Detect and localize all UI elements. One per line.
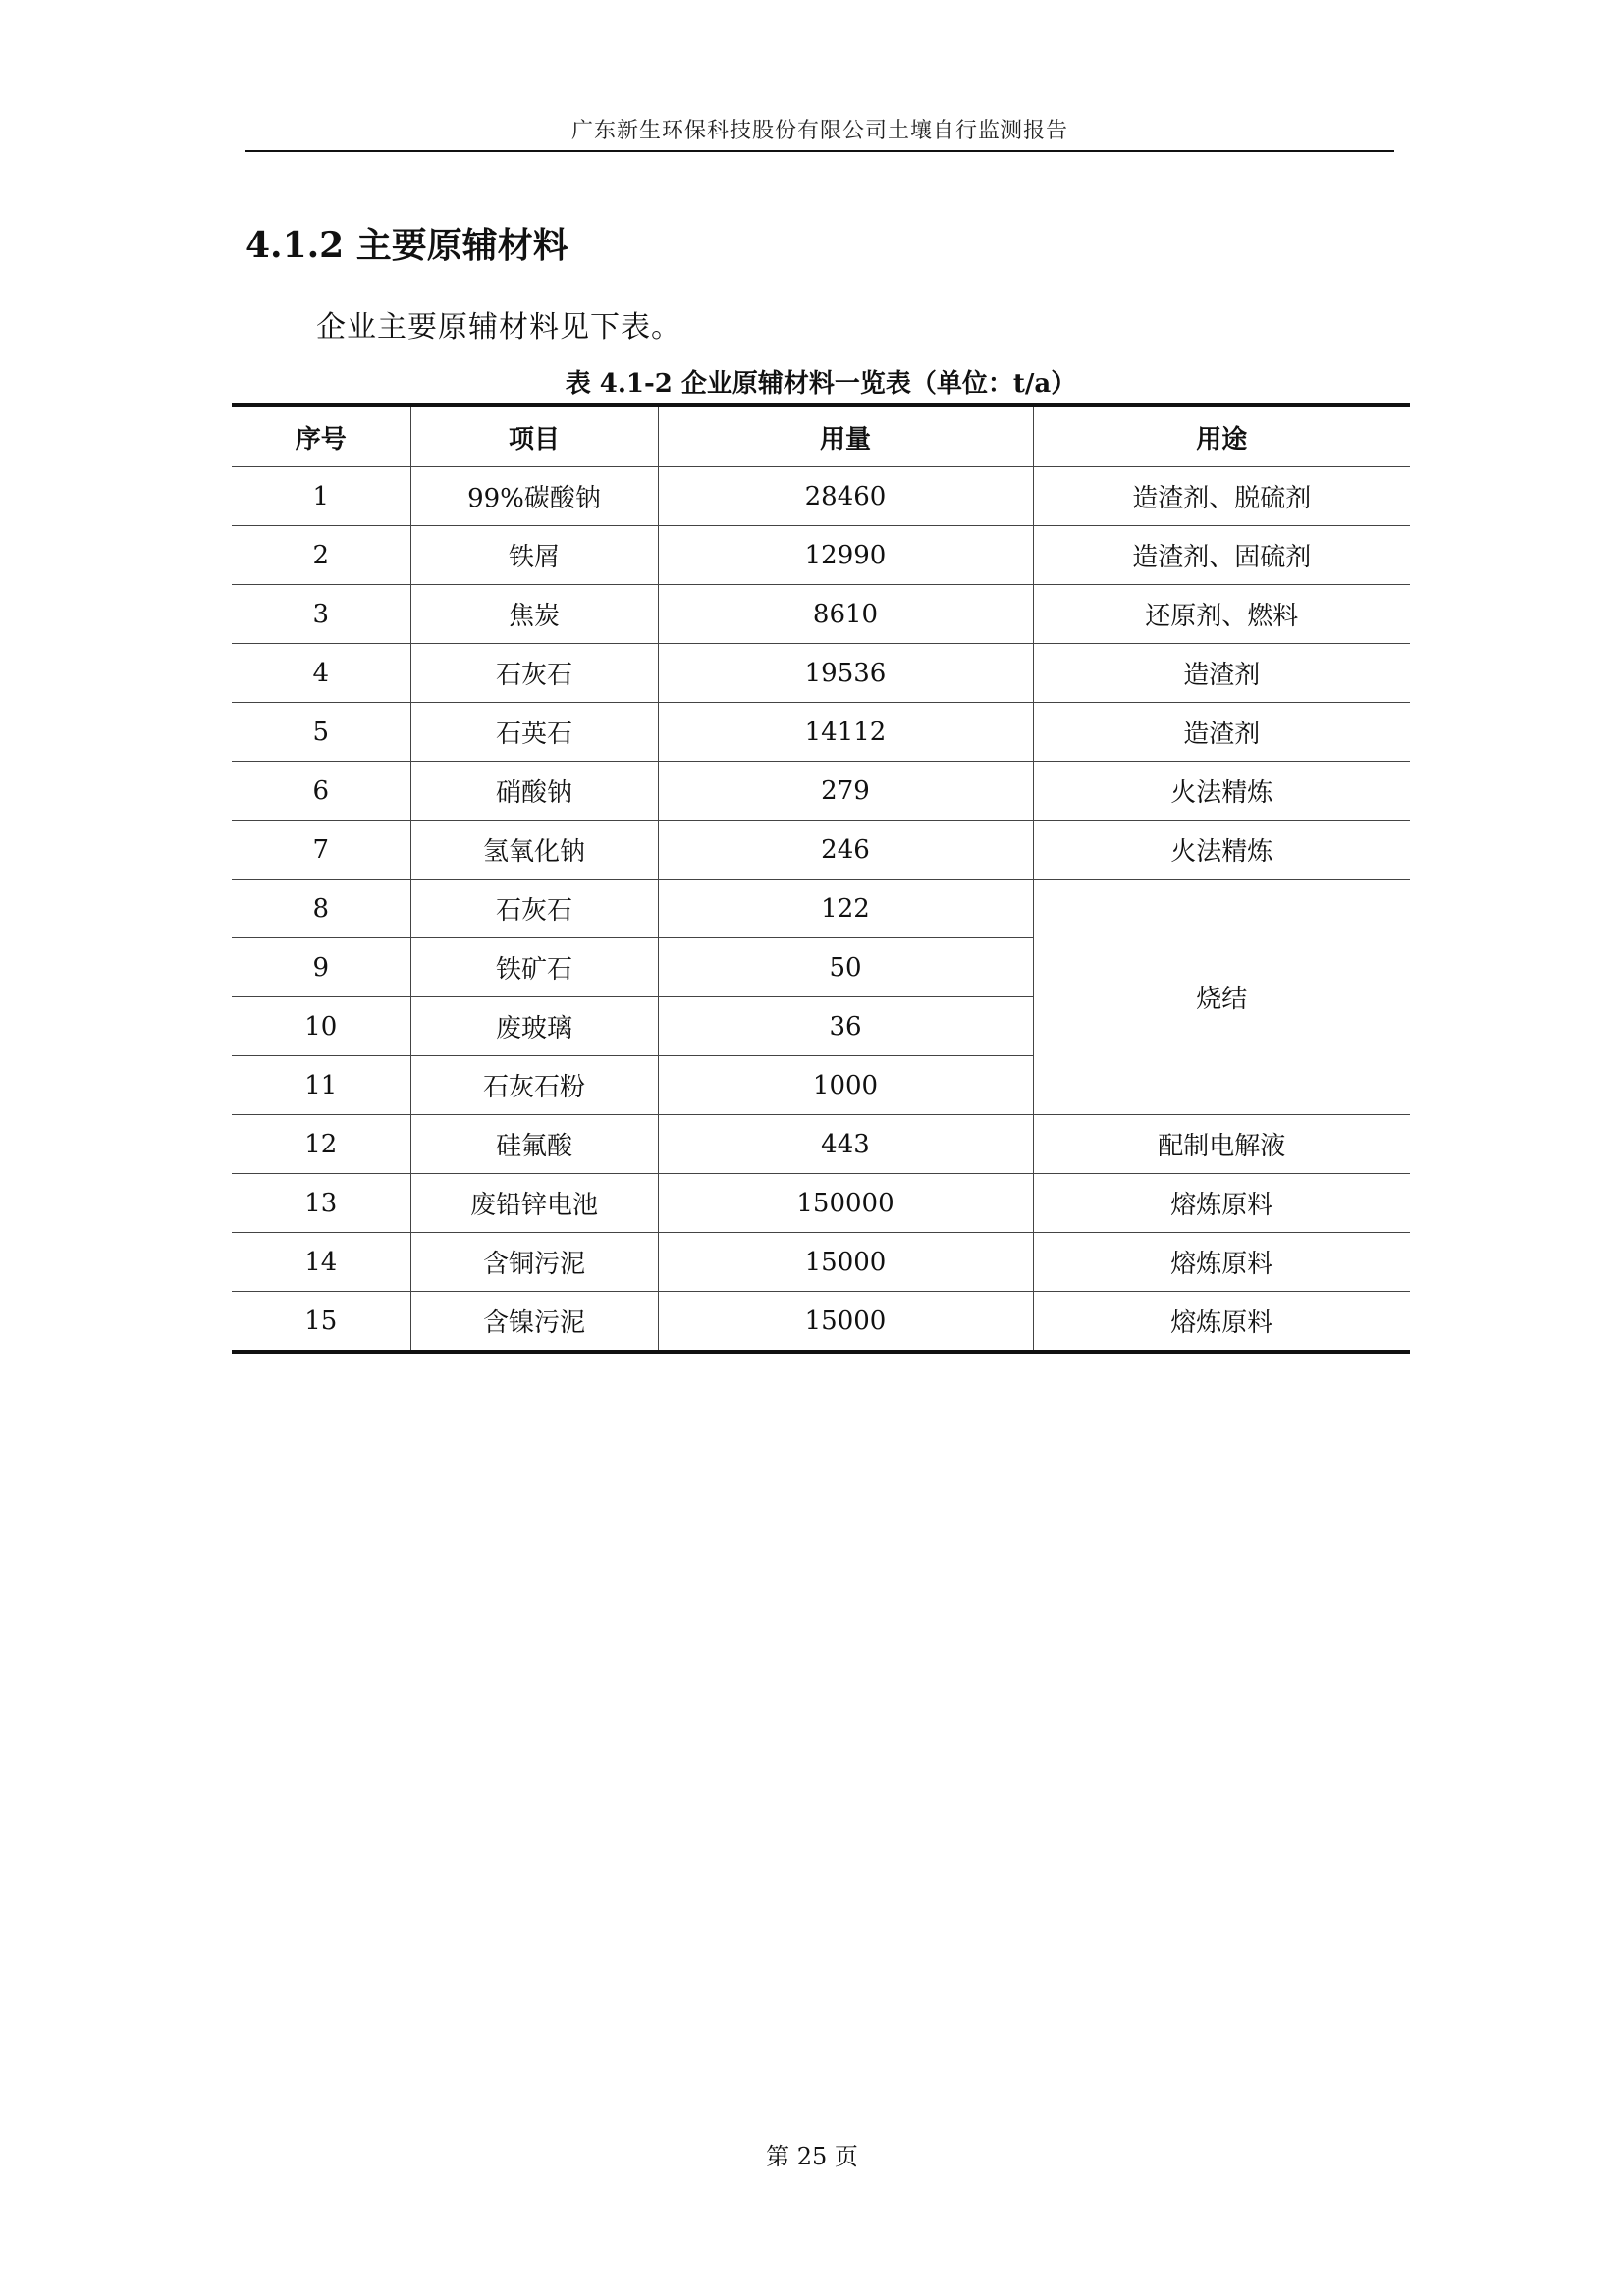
cell-no: 7 <box>232 821 410 880</box>
cell-item: 石英石 <box>410 703 658 762</box>
table-row <box>232 1292 1410 1353</box>
cell-amount: 12990 <box>658 526 1033 585</box>
page-header: 广东新生环保科技股份有限公司土壤自行监测报告 <box>570 119 1068 143</box>
cell-no: 10 <box>232 997 410 1056</box>
table-header-row <box>232 405 1410 467</box>
cell-amount: 50 <box>658 938 1033 997</box>
cell-item: 石灰石粉 <box>410 1056 658 1115</box>
intro-paragraph: 企业主要原辅材料见下表。 <box>316 310 681 345</box>
cell-item: 焦炭 <box>410 585 658 644</box>
cell-amount: 8610 <box>658 585 1033 644</box>
cell-amount: 279 <box>658 762 1033 821</box>
table-row <box>232 1115 1410 1174</box>
column-header-use: 用途 <box>1033 405 1410 467</box>
cell-item: 氢氧化钠 <box>410 821 658 880</box>
cell-no: 15 <box>232 1292 410 1353</box>
cell-no: 1 <box>232 467 410 526</box>
cell-no: 6 <box>232 762 410 821</box>
cell-amount: 14112 <box>658 703 1033 762</box>
cell-item: 石灰石 <box>410 880 658 938</box>
cell-amount: 443 <box>658 1115 1033 1174</box>
cell-use: 熔炼原料 <box>1033 1292 1410 1353</box>
cell-amount: 150000 <box>658 1174 1033 1233</box>
cell-item: 硅氟酸 <box>410 1115 658 1174</box>
table-row <box>232 585 1410 644</box>
cell-amount: 246 <box>658 821 1033 880</box>
header-divider <box>245 150 1394 152</box>
cell-item: 石灰石 <box>410 644 658 703</box>
cell-amount: 28460 <box>658 467 1033 526</box>
cell-use: 造渣剂 <box>1033 703 1410 762</box>
column-header-item: 项目 <box>410 405 658 467</box>
cell-item: 含铜污泥 <box>410 1233 658 1292</box>
cell-no: 11 <box>232 1056 410 1115</box>
cell-use: 熔炼原料 <box>1033 1174 1410 1233</box>
cell-no: 2 <box>232 526 410 585</box>
cell-use: 还原剂、燃料 <box>1033 585 1410 644</box>
cell-use: 火法精炼 <box>1033 762 1410 821</box>
column-header-no: 序号 <box>232 405 410 467</box>
cell-item: 废铅锌电池 <box>410 1174 658 1233</box>
table-row <box>232 526 1410 585</box>
cell-item: 废玻璃 <box>410 997 658 1056</box>
table-row <box>232 1174 1410 1233</box>
cell-use: 熔炼原料 <box>1033 1233 1410 1292</box>
cell-item: 含镍污泥 <box>410 1292 658 1353</box>
cell-item: 硝酸钠 <box>410 762 658 821</box>
materials-table <box>232 403 1410 1354</box>
cell-amount: 36 <box>658 997 1033 1056</box>
cell-no: 14 <box>232 1233 410 1292</box>
cell-use: 造渣剂 <box>1033 644 1410 703</box>
cell-amount: 15000 <box>658 1233 1033 1292</box>
table-row <box>232 467 1410 526</box>
table-row <box>232 880 1410 938</box>
table-row <box>232 644 1410 703</box>
table-row <box>232 1233 1410 1292</box>
cell-no: 5 <box>232 703 410 762</box>
cell-use: 火法精炼 <box>1033 821 1410 880</box>
cell-item: 99%碳酸钠 <box>410 467 658 526</box>
cell-item: 铁屑 <box>410 526 658 585</box>
cell-use: 配制电解液 <box>1033 1115 1410 1174</box>
cell-use: 造渣剂、固硫剂 <box>1033 526 1410 585</box>
cell-amount: 122 <box>658 880 1033 938</box>
table-caption: 表 4.1-2 企业原辅材料一览表（单位：t/a） <box>565 369 1077 399</box>
table-row <box>232 703 1410 762</box>
cell-no: 8 <box>232 880 410 938</box>
table-row <box>232 821 1410 880</box>
cell-use-merged: 烧结 <box>1033 880 1410 1115</box>
cell-amount: 19536 <box>658 644 1033 703</box>
cell-amount: 1000 <box>658 1056 1033 1115</box>
cell-no: 13 <box>232 1174 410 1233</box>
cell-no: 12 <box>232 1115 410 1174</box>
cell-no: 4 <box>232 644 410 703</box>
page-number: 第 25 页 <box>766 2143 858 2170</box>
cell-no: 9 <box>232 938 410 997</box>
section-heading: 4.1.2 主要原辅材料 <box>245 225 568 266</box>
cell-use: 造渣剂、脱硫剂 <box>1033 467 1410 526</box>
cell-no: 3 <box>232 585 410 644</box>
column-header-amount: 用量 <box>658 405 1033 467</box>
cell-amount: 15000 <box>658 1292 1033 1353</box>
cell-item: 铁矿石 <box>410 938 658 997</box>
table-row <box>232 762 1410 821</box>
